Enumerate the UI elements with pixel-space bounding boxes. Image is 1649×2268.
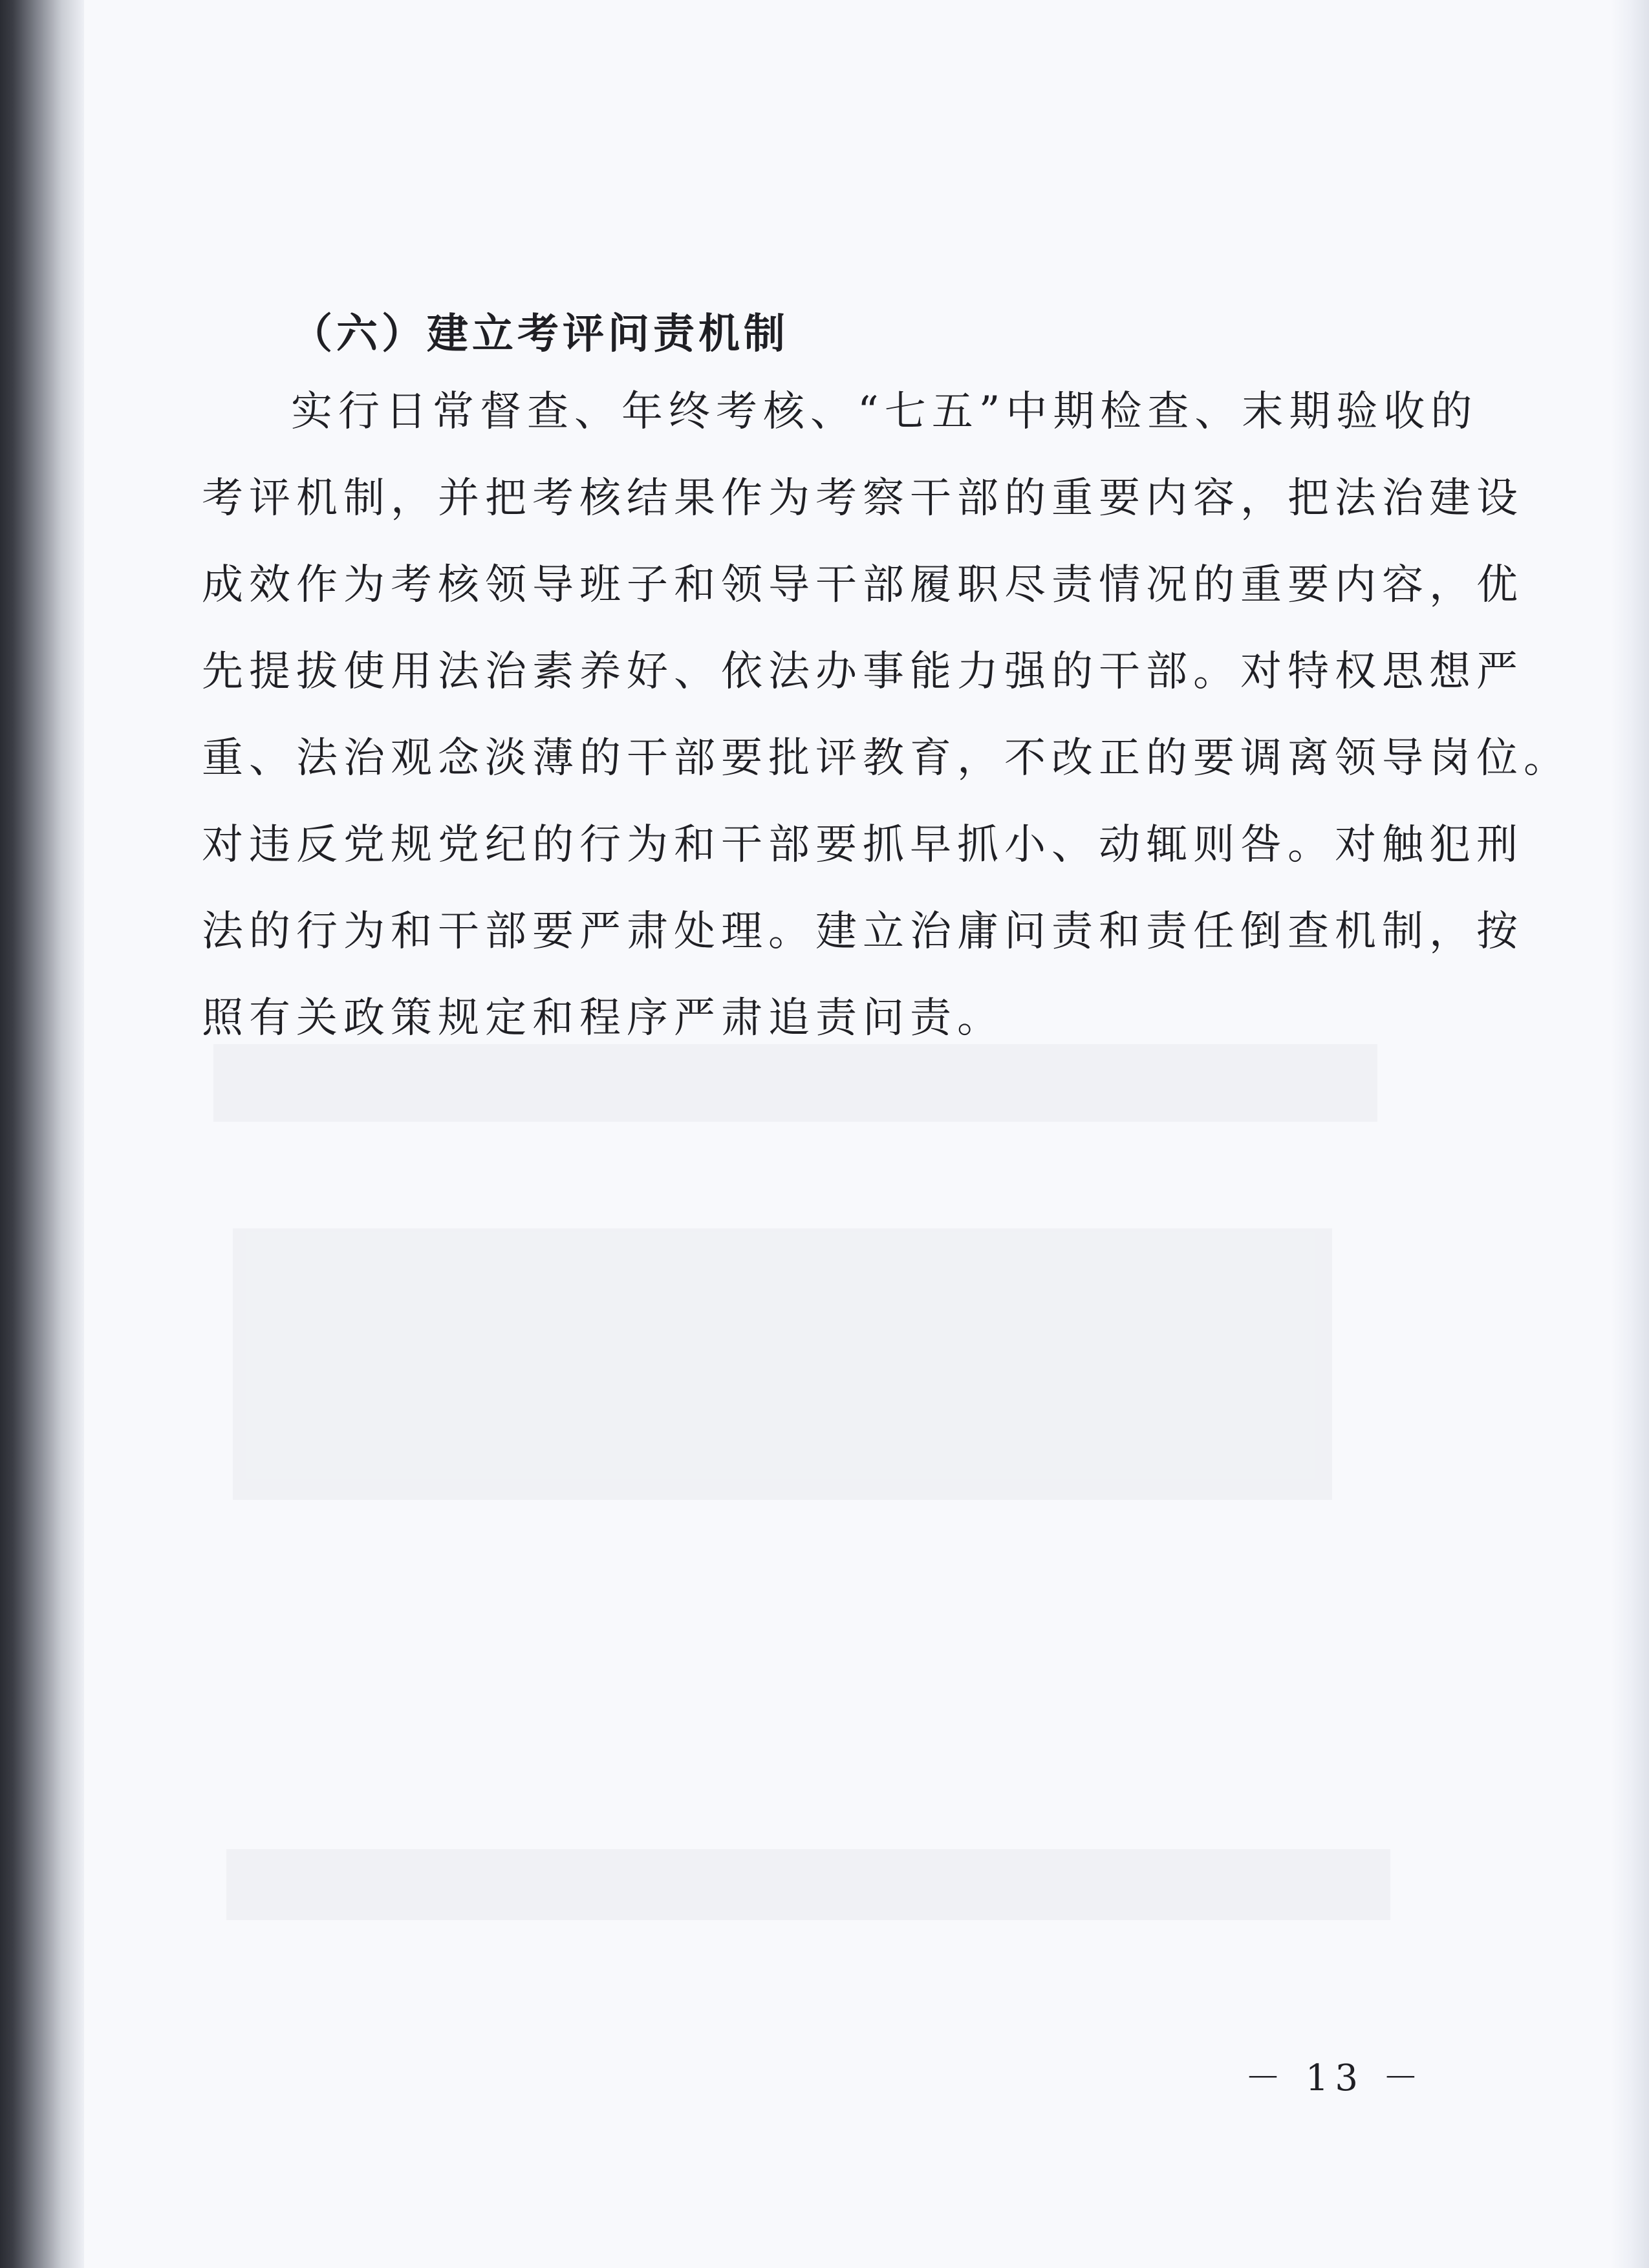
paragraph-line: 实行日常督查、年终考核、“七五”中期检查、末期验收的 [291, 388, 1478, 436]
paragraph [202, 369, 1571, 1062]
bleed-through-artifact [233, 1228, 1332, 1500]
paragraph-line: 照有关政策规定和程序严肃追责问责。 [202, 994, 1004, 1042]
scan-shadow-right [1610, 0, 1649, 2268]
scan-shadow-left [0, 0, 84, 2268]
paragraph-line: 先提拔使用法治素养好、依法办事能力强的干部。对特权思想严 [202, 648, 1524, 696]
paragraph-line: 考评机制，并把考核结果作为考察干部的重要内容，把法治建设 [202, 475, 1524, 522]
paragraph-line: 成效作为考核领导班子和领导干部履职尽责情况的重要内容，优 [202, 561, 1524, 609]
paragraph-line: 法的行为和干部要严肃处理。建立治庸问责和责任倒查机制，按 [202, 908, 1524, 956]
bleed-through-artifact [226, 1849, 1390, 1920]
paragraph-line: 重、法治观念淡薄的干部要批评教育，不改正的要调离领导岗位。 [202, 734, 1571, 782]
page-number: － 13 － [1245, 2057, 1425, 2099]
section-heading: （六）建立考评问责机制 [291, 310, 789, 358]
paragraph-line: 对违反党规党纪的行为和干部要抓早抓小、动辄则咎。对触犯刑 [202, 821, 1524, 869]
